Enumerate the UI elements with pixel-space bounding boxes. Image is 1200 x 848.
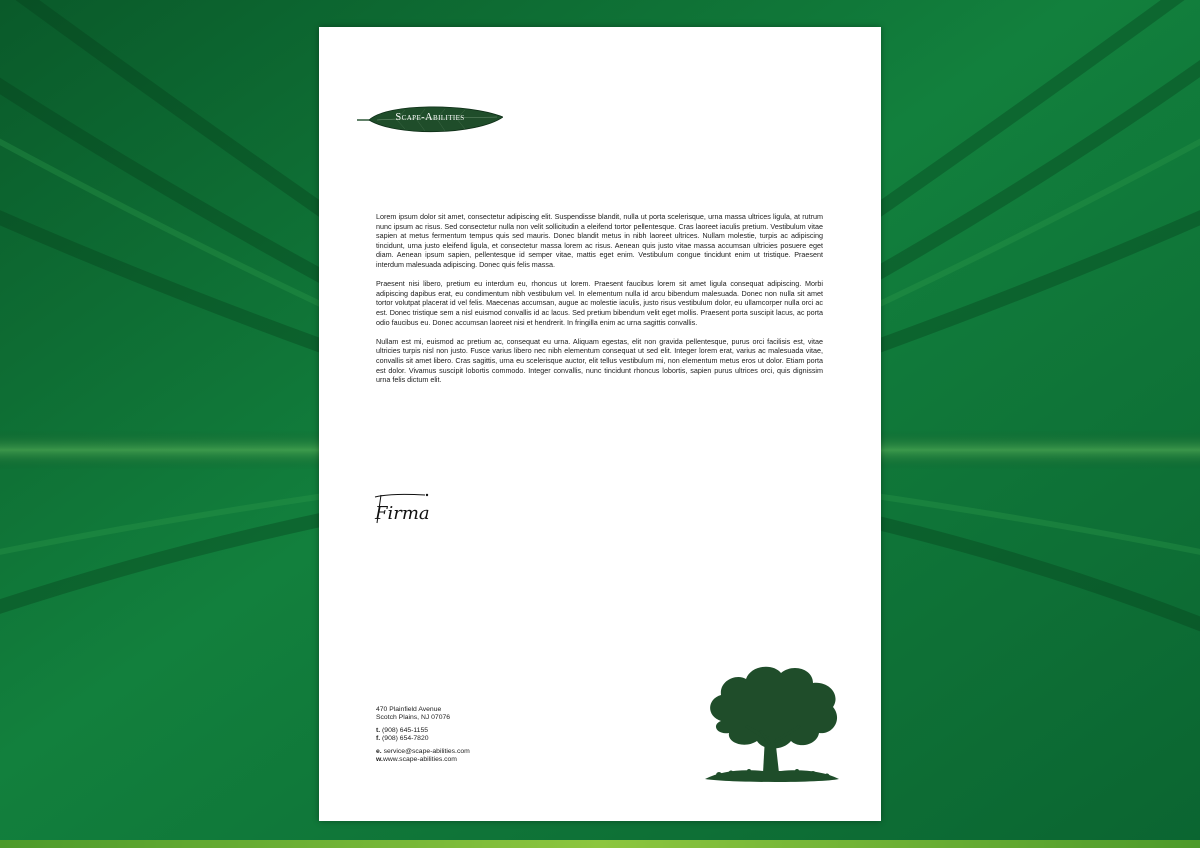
phone-prefix: t. xyxy=(376,726,381,734)
letter-body xyxy=(376,212,823,394)
email-address: service@scape-abilities.com xyxy=(383,747,470,755)
body-paragraph: Lorem ipsum dolor sit amet, consectetur adipiscing elit. Suspendisse blandit, nulla ut porta scelerisque, urna massa ultrices ligula, at rutrum nunc ipsum ac risus. Sed consectetur nulla non velit sollicitudin a eleifend tortor pellentesque. Cras laoreet iaculis pretium. Vestibulum vitae sapien at metus fermentum tempus quis sed mauris. Donec blandit metus in nibh laoreet ultrices. Nullam molestie, turpis ac adipiscing tincidunt, urna justo eleifend ligula, et consectetur massa lorem ac risus. Aenean quis justo vitae massa accumsan ultricies posuere eget diam. Aenean ipsum sapien, pellentesque id semper vitae, mattis eget enim. Vestibulum congue tincidunt enim ut tristique. Praesent interdum malesuada adipiscing. Donec quis felis massa. xyxy=(376,212,823,269)
fax-number: (908) 654-7820 xyxy=(382,735,429,743)
body-paragraph: Nullam est mi, euismod ac pretium ac, consequat eu urna. Aliquam egestas, elit non gravida pellentesque, purus orci facilisis est, vitae ultricies turpis nisl non justo. Fusce varius libero nec nibh elementum consequat ut sed elit. Integer lorem erat, varius ac malesuada vitae, convallis sit amet libero. Cras sagittis, urna eu scelerisque auctor, elit tellus vestibulum mi, non elementum metus eros ut dolor. Etiam porta est dolor. Vivamus suscipit lobortis commodo. Integer convallis, nunc tincidunt rhoncus lobortis, sapien purus ultrices orci, quis dignissim urna felis dictum elit. xyxy=(376,336,823,385)
phone-number: (908) 645-1155 xyxy=(382,726,429,734)
web-line xyxy=(376,756,576,764)
address-line: 470 Plainfield Avenue xyxy=(376,706,442,713)
fax-line xyxy=(376,735,576,743)
signature xyxy=(371,489,435,527)
contact-block xyxy=(376,706,576,764)
logo-text: Scape-Abilities xyxy=(395,112,465,123)
web-prefix: w. xyxy=(376,756,383,764)
signature-text: Firma xyxy=(375,503,430,524)
tree-icon xyxy=(701,661,843,785)
web-address: www.scape-abilities.com xyxy=(382,756,457,764)
email-prefix: e. xyxy=(376,747,382,755)
fax-prefix: f. xyxy=(376,735,381,743)
letterhead-page xyxy=(319,27,881,821)
email-line xyxy=(376,748,576,756)
address-line: Scotch Plains, NJ 07076 xyxy=(376,714,451,722)
body-paragraph: Praesent nisi libero, pretium eu interdum eu, rhoncus ut lorem. Praesent faucibus lorem sit amet ligula consequat adipiscing. Morbi adipiscing dapibus erat, eu condimentum nibh vestibulum vel. In elementum nulla id arcu bibendum malesuada. Donec non nulla sit amet tortor volutpat placerat id vel felis. Maecenas accumsan, augue ac molestie iaculis, justo risus vestibulum dolor, eu ullamcorper nulla orci ac est. Donec tristique sem a nisl euismod convallis id ac lacus. Sed pretium bibendum velit eget mollis. Praesent porta suscipit lacus, ac porta odio faucibus eu. Donec accumsan laoreet nisi et hendrerit. In fringilla enim ac urna sagittis convallis. xyxy=(376,279,823,327)
phone-line xyxy=(376,727,576,735)
